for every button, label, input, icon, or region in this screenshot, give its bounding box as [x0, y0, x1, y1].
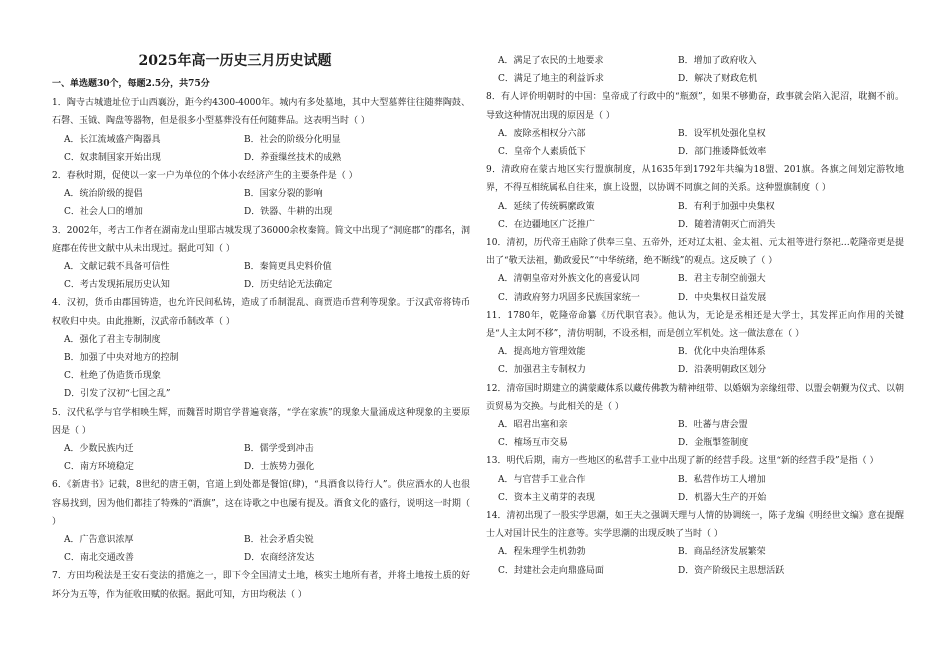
option-list [52, 258, 470, 294]
question-stem: 13．明代后期，南方一些地区的私营手工业中出现了新的经营手段。这里“新的经营手段”是指（ ） [486, 456, 879, 467]
question-stem: 8．有人评价明朝时的中国：皇帝成了行政中的“瓶颈”，如果不够勤奋，政事就会陷入泥沼，耽搁不前。导致这种情况出现的原因是（ ） [486, 92, 904, 121]
question [486, 161, 904, 234]
option-list [52, 185, 470, 221]
answer-option: D．农商经济发达 [244, 553, 315, 564]
question-stem: 12．清帝国时期建立的满蒙藏体系以藏传佛教为精神纽带、以婚姻为亲缘纽带、以盟会朝觐为仪式、以朝贡贸易为交换。与此相关的是（ ） [486, 383, 904, 412]
question [52, 476, 470, 567]
answer-option: A．延续了传统羁縻政策 [498, 201, 595, 212]
answer-option: C．考古发现拓展历史认知 [64, 280, 170, 291]
answer-option: C．满足了地主的利益诉求 [498, 74, 604, 85]
option-list [486, 543, 904, 579]
option-list [486, 471, 904, 507]
option-list [486, 52, 904, 88]
answer-option: A．废除丞相权分六部 [498, 128, 586, 139]
answer-option: C．资本主义萌芽的表现 [498, 492, 595, 503]
question-stem: 9．清政府在蒙古地区实行盟旗制度，从1635年到1792年共编为18盟、201旗。各旗之间划定游牧地界，不得互相统属私自往来，旗上设盟，以协调不同旗之间的关系。这种盟旗制度（ ） [486, 165, 904, 194]
option-list [52, 440, 470, 476]
answer-option: A．强化了君主专制制度 [64, 334, 161, 345]
answer-option: C．奴隶制国家开始出现 [64, 152, 161, 163]
answer-option: B．儒学受到冲击 [244, 444, 314, 455]
question [52, 167, 470, 222]
answer-option: B．优化中央治理体系 [678, 347, 766, 358]
right-column [486, 52, 904, 580]
question-stem: 7．方田均税法是王安石变法的措施之一，即下令全国清丈土地，核实土地所有者，并将土地按土质的好坏分为五等，作为征收田赋的依据。据此可知，方田均税法（ ） [52, 571, 470, 600]
question [486, 452, 904, 507]
answer-option: C．清政府努力巩固多民族国家统一 [498, 292, 640, 303]
section-heading: 一、单选题30个，每题2.5分，共75分 [52, 79, 210, 89]
question [52, 567, 470, 603]
question [486, 507, 904, 580]
answer-option: B．吐蕃与唐会盟 [678, 420, 748, 431]
answer-option: A．统治阶级的提倡 [64, 189, 143, 200]
question [52, 94, 470, 167]
answer-option: C．社会人口的增加 [64, 207, 143, 218]
question [486, 88, 904, 161]
answer-option: B．君主专制空前强大 [678, 274, 766, 285]
answer-option: A．与官营手工业合作 [498, 474, 586, 485]
question-stem: 10．清初，历代帝王庙除了供奉三皇、五帝外，还对辽太祖、金太祖、元太祖等进行祭祀…乾隆帝更是提出了“敬天法祖，勤政爱民”“中华统绪，绝不断线”的观点。这反映了（ ） [486, 238, 904, 267]
answer-option: C．在边疆地区广泛推广 [498, 219, 595, 230]
answer-option: A．少数民族内迁 [64, 444, 134, 455]
answer-option: D．沿袭明朝政区划分 [678, 365, 767, 376]
question-stem: 1．陶寺古城遗址位于山西襄汾，距今约4300-4000年。城内有多处墓地，其中大型墓葬往往随葬陶鼓、石磬、玉钺、陶盘等器物，但是很多小型墓葬没有任何随葬品。这表明当时（ ） [52, 98, 470, 127]
answer-option: C．南北交通改善 [64, 553, 134, 564]
option-list [52, 331, 470, 404]
option-list [486, 198, 904, 234]
question-stem: 4．汉初，货币由郡国铸造，也允许民间私铸，造成了币制混乱、商贾造币营利等现象。于汉武帝将铸币权收归中央。由此推断，汉武帝币制改革（ ） [52, 298, 470, 327]
answer-option: A．文献记载不具备可信性 [64, 262, 170, 273]
question [486, 380, 904, 453]
answer-option: B．商品经济发展繁荣 [678, 547, 766, 558]
answer-option: B．设军机处强化皇权 [678, 128, 766, 139]
exam-title: 2025年高一历史三月历史试题 [138, 53, 332, 69]
question-stem: 14．清初出现了一股实学思潮，如王夫之强调天理与人情的协调统一，陈子龙编《明经世文编》意在提醒士人对国计民生的注意等。实学思潮的出现反映了当时（ ） [486, 511, 904, 540]
left-question-list [52, 94, 470, 604]
question [486, 307, 904, 380]
answer-option: C．南方环境稳定 [64, 462, 134, 473]
answer-option: C．封建社会走向鼎盛局面 [498, 565, 604, 576]
right-question-list [486, 52, 904, 580]
answer-option: D．铁器、牛耕的出现 [244, 207, 333, 218]
answer-option: B．增加了政府收入 [678, 56, 757, 66]
answer-option: D．部门推诿降低效率 [678, 147, 767, 158]
question [52, 222, 470, 295]
answer-option: B．加强了中央对地方的控制 [64, 353, 179, 364]
answer-option: C．加强君主专制权力 [498, 365, 586, 376]
answer-option: A．长江流域盛产陶器具 [64, 134, 161, 145]
option-list [52, 531, 470, 567]
answer-option: D．养蚕缫丝技术的成熟 [244, 152, 342, 163]
answer-option: B．私营作坊工人增加 [678, 474, 766, 485]
question-stem: 2．春秋时期，促使以一家一户为单位的个体小农经济产生的主要条件是（ ） [52, 171, 358, 182]
answer-option: A．程朱理学生机勃勃 [498, 547, 586, 558]
question [486, 234, 904, 307]
answer-option: D．机器大生产的开始 [678, 492, 767, 503]
answer-option: A．广告意识浓厚 [64, 535, 134, 546]
option-list [486, 270, 904, 306]
answer-option: C．榷场互市交易 [498, 438, 568, 449]
question [486, 52, 904, 88]
answer-option: D．随着清朝灭亡而消失 [678, 219, 776, 230]
answer-option: D．历史结论无法确定 [244, 280, 333, 291]
answer-option: D．资产阶级民主思想活跃 [678, 565, 785, 576]
answer-option: D．引发了汉初“七国之乱” [64, 389, 171, 400]
question [52, 294, 470, 403]
answer-option: D．金瓶掣签制度 [678, 438, 749, 449]
question [52, 404, 470, 477]
question-stem: 6．《新唐书》记载，8世纪的唐王朝，官道上到处都是餐馆(肆)，“具酒食以待行人”。供应酒水的人也很容易找到，因为他们都挂了特殊的“酒旗”，这在诗歌之中也屡有提及。酒食文化的盛行，说明这一时期（ ） [52, 480, 470, 527]
answer-option: A．昭君出塞和亲 [498, 420, 568, 431]
answer-option: A．提高地方管理效能 [498, 347, 586, 358]
answer-option: B．有利于加强中央集权 [678, 201, 775, 212]
question-stem: 5．汉代私学与官学相映生辉，而魏晋时期官学普遍衰落，“学在家族”的现象大量涌成这种现象的主要原因是（ ） [52, 407, 470, 436]
answer-option: B．国家分裂的影响 [244, 189, 323, 200]
answer-option: C．杜绝了伪造货币现象 [64, 371, 161, 382]
option-list [52, 131, 470, 167]
answer-option: A．清朝皇帝对外族文化的喜爱认同 [498, 274, 640, 285]
answer-option: A．满足了农民的土地要求 [498, 56, 604, 66]
answer-option: D．士族势力强化 [244, 462, 315, 473]
question-stem: 11．1780年，乾隆帝命纂《历代职官表》。他认为，无论是丞相还是大学士，其发挥正向作用的关键是“人主太阿不移”，清仿明制，不设丞相，而是创立军机处。这一做法意在（ ） [486, 310, 904, 340]
answer-option: D．解决了财政危机 [678, 74, 758, 85]
option-list [486, 416, 904, 452]
answer-option: C．皇帝个人素质低下 [498, 147, 586, 158]
option-list [486, 343, 904, 379]
option-list [486, 125, 904, 161]
question-stem: 3．2002年，考古工作者在湖南龙山里耶古城发现了36000余枚秦简。简文中出现了“洞庭郡”的郡名，洞庭郡在传世文献中从未出现过。据此可知（ ） [52, 225, 470, 254]
answer-option: B．社会的阶级分化明显 [244, 134, 341, 145]
answer-option: D．中央集权日益发展 [678, 292, 767, 303]
answer-option: B．社会矛盾尖锐 [244, 535, 314, 546]
answer-option: B．秦简更具史料价值 [244, 262, 332, 273]
